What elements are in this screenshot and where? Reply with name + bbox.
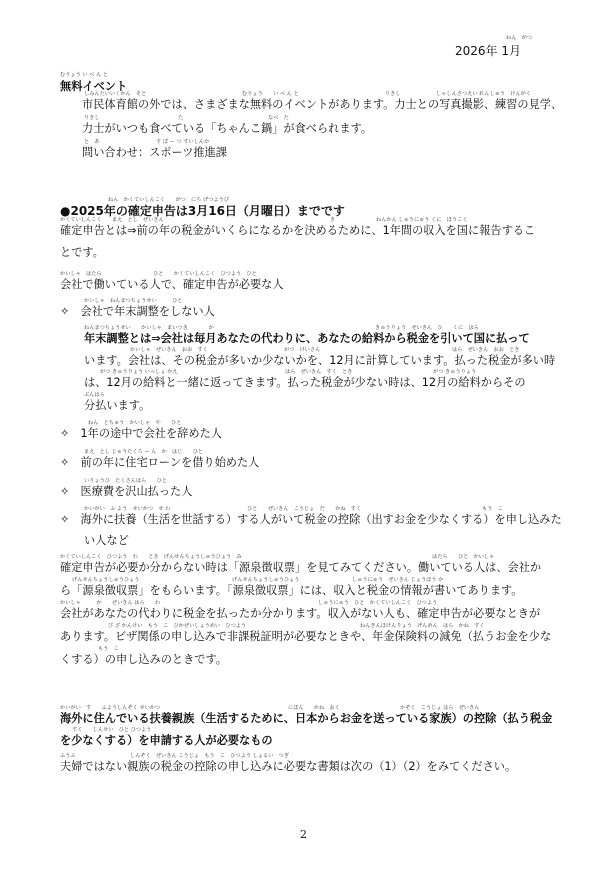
withholding-line-1: 確定申告が必要か分からない時は「源泉徴収票」を見てみてください。働いている人は、会社か — [60, 561, 542, 574]
furigana: ねん かくていしんこく がつ にち げつようび — [108, 197, 229, 203]
free-events-line-2: 力士がいつも食べている「ちゃんこ鍋」が食べられます。 — [82, 122, 372, 135]
furigana: いりょうひ たくさんはら ひと — [84, 478, 168, 484]
furigana: す ぽ ー つ すいしんか — [156, 139, 210, 145]
furigana: がつ けいさん — [284, 347, 321, 353]
page-number: 2 — [300, 828, 307, 841]
furigana: もう こ — [98, 646, 119, 652]
tax-heading: ●2025年の確定申告は3月16日（月曜日）までです — [60, 204, 345, 218]
year-end-line-4: 分払います。 — [84, 399, 151, 412]
furigana: た — [178, 115, 184, 121]
furigana: むりょう い べ ん と — [242, 91, 299, 97]
furigana: がつ きゅうりょう いっしょ かえ — [100, 369, 178, 375]
furigana: かいがい す ふようしんぞく せいかつ — [60, 705, 161, 711]
furigana: かいしゃ ぜいきん おお すく — [130, 347, 208, 353]
furigana: しゅうにゅう ぜいきん じょうほう か — [352, 577, 444, 583]
withholding-line-4: あります。ビザ関係の申し込みで非課税証明が必要なときや、年金保険料の減免（払うお金を少な — [60, 630, 552, 643]
furigana: りきし — [84, 115, 100, 121]
furigana: かいがい ふ よう せいかつ せ わ — [84, 506, 171, 512]
furigana: はら ぜいきん おお とき — [452, 347, 520, 353]
free-events-line-1: 市民体育館の外では、さまざまな無料のイベントがあります。力士との写真撮影、練習の見学、 — [82, 98, 563, 111]
withholding-line-3: 会社があなたの代わりに税金を払ったか分かります。収入がない人も、確定申告が必要なときが — [60, 607, 541, 620]
withholding-line-2: ら「源泉徴収票」をもらいます。「源泉徴収票」には、収入と税金の情報が書いてあります。 — [60, 584, 523, 597]
furigana: もう こ — [482, 506, 503, 512]
furigana: び ざ かんけい もう こ ひかぜいしょうめい ひつよう — [108, 623, 247, 629]
furigana: ねんまつちょうせい かいしゃ まいつき か — [84, 325, 214, 331]
tax-intro-1: 確定申告とは⇒前の年の税金がいくらになるかを決めるために、1年間の収入を国に報告するこ — [60, 224, 536, 237]
item-medical: ✧ 医療費を沢山払った人 — [60, 485, 193, 498]
overseas-heading-2: を少なくする）を申請する人が必要なもの — [60, 734, 273, 747]
year-end-line-3: は、12月の給料と一緒に返ってきます。払った税金が少ない時は、12月の給料からその — [84, 376, 526, 389]
furigana: かいしゃ か ぜいきん はら わ — [60, 600, 161, 606]
furigana: はたら ひと かいしゃ — [432, 554, 495, 560]
furigana: と あ — [84, 139, 100, 145]
furigana: にほん かね おく — [288, 705, 340, 711]
furigana: かいしゃ はたら — [60, 271, 102, 277]
free-events-contact: 問い合わせ：スポーツ推進課 — [82, 146, 227, 159]
furigana: かくていしんこく ひつよう わ とき げんせんちょうしゅうひょう み — [60, 554, 242, 560]
year-end-line-1: 年末調整とは⇒会社は毎月あなたの代わりに、あなたの給料から税金を引いて国に払って — [84, 332, 530, 345]
furigana: き — [330, 217, 336, 223]
who-needs-heading: 会社で働いている人で、確定申告が必要な人 — [60, 278, 284, 291]
furigana: まえ とし じゅうたくろ ー ん か はじ ひと — [84, 449, 204, 455]
furigana: しゃしんさつえい れんしゅう けんがく — [436, 91, 532, 97]
section-title-free-events: 無料イベント — [60, 80, 128, 93]
furigana: かいしゃ ねんまつちょうせい ひと — [84, 298, 183, 304]
item-quit-midyear: ✧ 1年の途中で会社を辞めた人 — [60, 427, 222, 440]
furigana: ひと ぜいきん こうじょ だ かね すく — [247, 506, 362, 512]
furigana: きゅうりょう ぜいきん ひ くに はら — [375, 325, 479, 331]
furigana: ぶんはら — [84, 392, 105, 398]
document-date: 2026年 1月 — [455, 44, 521, 58]
furigana: げんせんちょうしゅうひょう — [72, 577, 140, 583]
item-home-loan: ✧ 前の年に住宅ローンを借り始めた人 — [60, 456, 260, 469]
item-overseas-dependents-1: ✧ 海外に扶養（生活を世話する）する人がいて税金の控除（出すお金を少なくする）を申し込みた — [60, 513, 562, 526]
overseas-docs-line: 夫婦ではない親族の税金の控除の申し込みに必要な書類は次の（1）（2）をみてください。 — [60, 760, 517, 773]
furigana: ねんかん しゅうにゅう くに ほうこく — [376, 217, 468, 223]
furigana: ねん がつ — [506, 35, 532, 41]
furigana: ひと かくていしんこく ひつよう ひと — [153, 271, 257, 277]
furigana: ねん とちゅう かいしゃ や ひと — [88, 420, 182, 426]
overseas-heading-1: 海外に住んでいる扶養親族（生活するために、日本からお金を送っている家族）の控除（払う税金 — [60, 712, 553, 725]
item-no-year-end: ✧ 会社で年末調整をしない人 — [60, 305, 215, 318]
furigana: かくていしんこく まえ とし ぜいきん — [60, 217, 164, 223]
furigana: げんせんちょうしゅうひょう — [232, 577, 300, 583]
furigana: しみんたいいくかん そと — [84, 91, 147, 97]
furigana: ふうふ — [60, 753, 76, 759]
item-overseas-dependents-2: い人など — [84, 534, 129, 547]
furigana: ねんきんほけんりょう げんめん はら かね すく — [360, 623, 485, 629]
furigana: しゅうにゅう ひと かくていしんこく ひつよう — [318, 600, 438, 606]
year-end-line-2: います。会社は、その税金が多いか少ないかを、12月に計算しています。払った税金が多い時 — [84, 354, 556, 367]
furigana: むりょう い べ ん と — [60, 72, 109, 78]
furigana: りきし — [385, 91, 401, 97]
withholding-line-5: くする）の申し込みのときです。 — [60, 653, 227, 666]
tax-intro-2: とです。 — [60, 246, 104, 259]
furigana: しんぞく ぜいきん こうじょ もう こ ひつよう しょるい つぎ — [130, 753, 289, 759]
furigana: がつ きゅうりょう — [433, 369, 477, 375]
furigana: かぞく こうじょ はら ぜいきん — [400, 705, 480, 711]
furigana: すく しんせい ひと ひつよう — [72, 727, 152, 733]
furigana: なべ た — [268, 115, 289, 121]
furigana: はら ぜいきん すく とき — [285, 369, 353, 375]
